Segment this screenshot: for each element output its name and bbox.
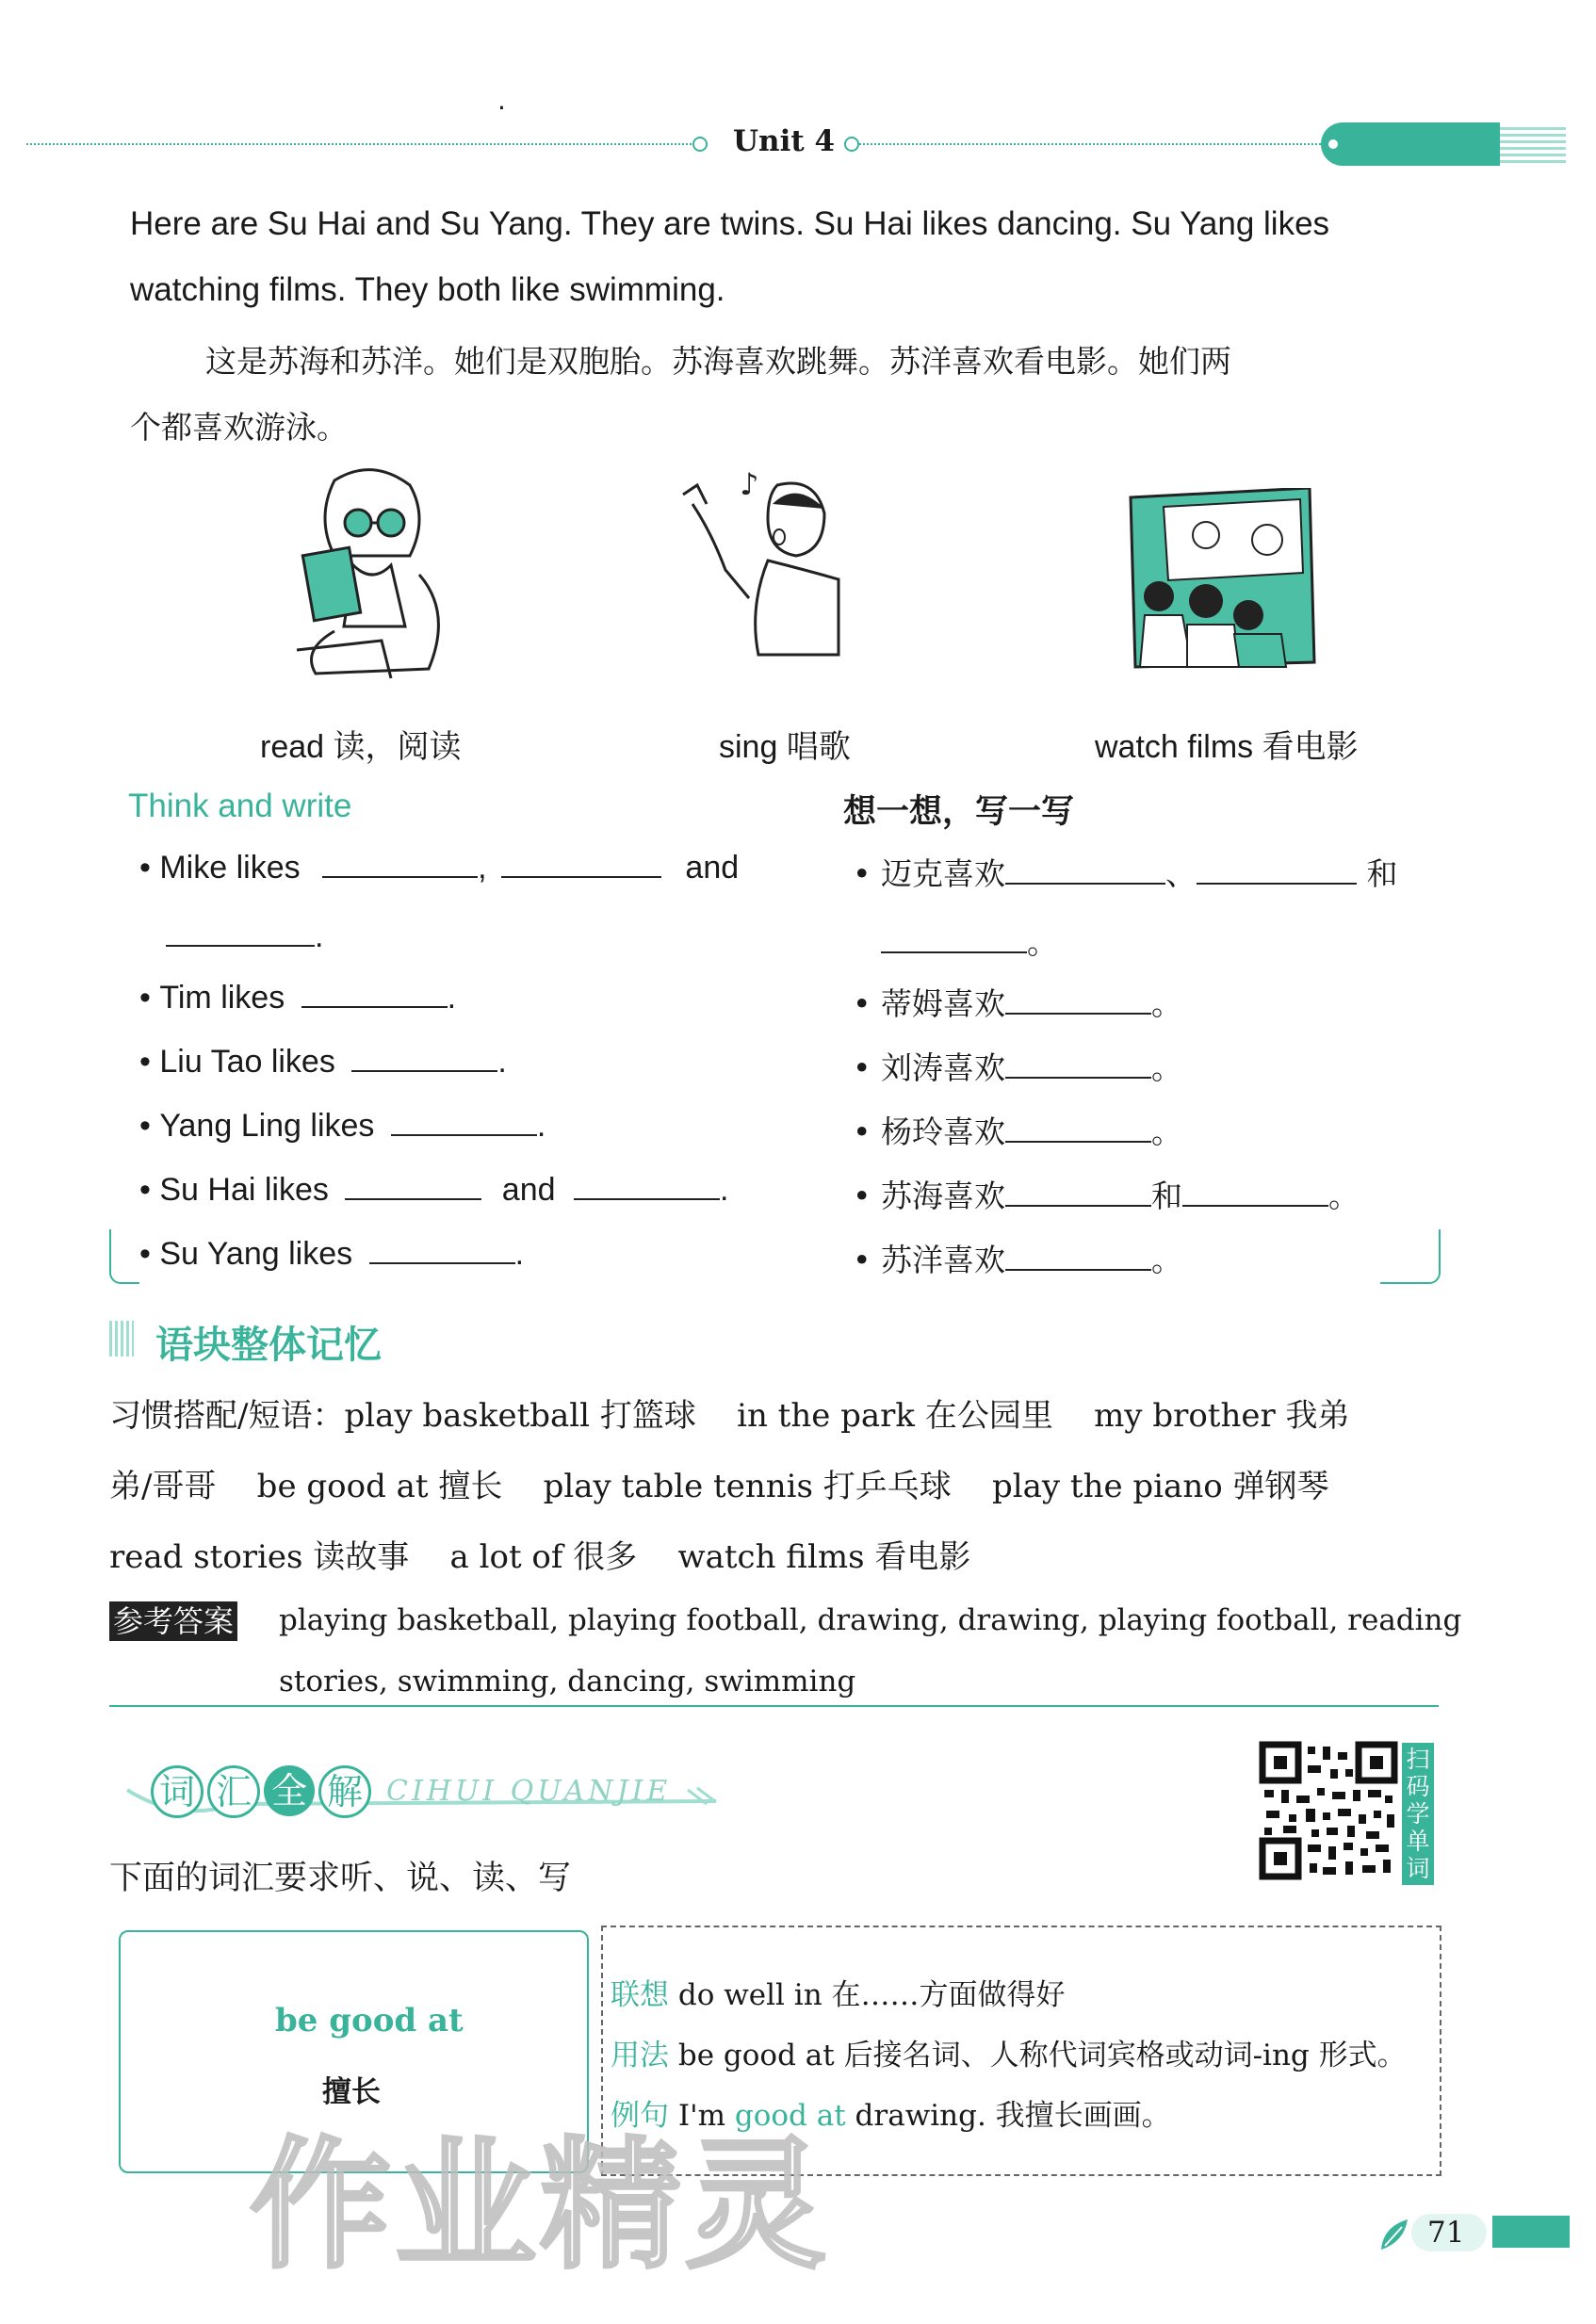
en-row-yangling: • Yang Ling likes . — [139, 1108, 546, 1144]
picture-label-read-text: read 读，阅读 — [260, 729, 462, 765]
passage-en-line2: watching films. They both like swimming. — [130, 271, 725, 308]
boy-singing-illustration — [674, 466, 862, 674]
blank-cn-mike-1[interactable] — [1005, 856, 1165, 885]
liju-highlight: good at — [734, 2099, 846, 2133]
vocab-title-char-2: 汇 — [207, 1765, 260, 1818]
cn-row-mike-cont: 。 — [881, 918, 1058, 963]
vocab-meaning: 擅长 — [322, 2075, 381, 2109]
header-rule-circle-left — [692, 137, 708, 152]
picture-label-sing-text: sing 唱歌 — [719, 729, 851, 765]
answers-line1: playing basketball, playing football, drawing, drawing, playing football, reading — [279, 1603, 1462, 1637]
vocab-lianxiang-row — [611, 1971, 1066, 2013]
liju-tag: 例句 — [611, 2099, 669, 2133]
en-mike-label: Mike likes — [159, 850, 301, 886]
answers-line2: stories, swimming, dancing, swimming — [279, 1665, 856, 1698]
blank-cn-mike-2[interactable] — [1197, 856, 1357, 885]
cn-row-tim: • 蒂姆喜欢 。 — [853, 985, 1182, 1022]
answers-divider — [109, 1705, 1439, 1707]
header-rule-circle-right — [844, 137, 859, 152]
cn-suhai-label: 苏海喜欢 — [880, 1178, 1005, 1214]
vocab-pinyin: CIHUI QUANJIE — [386, 1775, 672, 1808]
lianxiang-text: do well in 在……方面做得好 — [677, 1978, 1066, 2012]
en-row-mike: • Mike likes , and — [139, 850, 740, 886]
watermark: 作业精灵 — [250, 2124, 831, 2288]
svg-text:♪: ♪ — [740, 466, 759, 502]
blank-cn-liutao[interactable] — [1005, 1050, 1151, 1079]
liju-pre: I'm — [677, 2099, 735, 2133]
bracket-left — [109, 1229, 139, 1284]
blank-cn-suyang[interactable] — [1005, 1243, 1151, 1271]
unit-title: Unit 4 — [733, 124, 836, 158]
header-dot: . — [497, 85, 506, 116]
think-write-title-cn: 想一想，写一写 — [843, 793, 1075, 831]
vocab-instruction: 下面的词汇要求听、说、读、写 — [109, 1860, 572, 1897]
vocab-title-char-4: 解 — [318, 1765, 371, 1818]
chunks-line1: 习惯搭配/短语：play basketball 打篮球 in the park 在公园里 my brother 我弟 — [109, 1397, 1350, 1435]
en-row-suyang: • Su Yang likes . — [139, 1236, 525, 1272]
vocab-title-char-3: 全 — [264, 1765, 315, 1816]
passage-cn-line2: 个都喜欢游泳。 — [130, 409, 348, 446]
blank-en-tim[interactable] — [301, 980, 448, 1008]
blank-en-suhai-2[interactable] — [574, 1172, 720, 1200]
bracket-right — [1380, 1229, 1441, 1284]
cn-row-yangling: • 杨玲喜欢 。 — [853, 1113, 1182, 1150]
think-write-title-en: Think and write — [128, 788, 352, 824]
picture-label-watch-text: watch films 看电影 — [1095, 729, 1359, 765]
cn-suyang-label: 苏洋喜欢 — [880, 1242, 1005, 1278]
chunks-title: 语块整体记忆 — [155, 1324, 382, 1367]
picture-label-read — [260, 721, 462, 767]
picture-label-watch — [1095, 721, 1359, 767]
cn-yangling-label: 杨玲喜欢 — [880, 1113, 1005, 1150]
blank-cn-tim[interactable] — [1005, 986, 1151, 1015]
blank-en-suyang[interactable] — [369, 1236, 515, 1264]
en-suyang-label: Su Yang likes — [159, 1236, 353, 1272]
passage-cn-line1: 这是苏海和苏洋。她们是双胞胎。苏海喜欢跳舞。苏洋喜欢看电影。她们两 — [205, 343, 1231, 380]
picture-label-sing — [719, 721, 851, 767]
blank-cn-yangling[interactable] — [1005, 1114, 1151, 1143]
page-number: 71 — [1427, 2216, 1465, 2250]
en-yangling-label: Yang Ling likes — [159, 1108, 375, 1144]
cn-liutao-label: 刘涛喜欢 — [880, 1049, 1005, 1086]
en-liutao-label: Liu Tao likes — [159, 1044, 335, 1080]
vocab-title-char-1: 词 — [151, 1765, 204, 1818]
header-rule-right — [859, 143, 1321, 145]
blank-en-suhai-1[interactable] — [345, 1172, 481, 1200]
cn-row-mike: • 迈克喜欢 、 和 — [853, 855, 1398, 892]
footer-bar — [1492, 2216, 1570, 2248]
cn-mike-sep: 、 — [1164, 855, 1197, 892]
en-row-suhai: • Su Hai likes and . — [139, 1172, 729, 1208]
answers-tag: 参考答案 — [109, 1601, 237, 1641]
cn-row-suhai: • 苏海喜欢 和 。 — [853, 1178, 1360, 1214]
qr-label: 扫码学单词 — [1402, 1743, 1434, 1885]
header-tab-stripes — [1500, 127, 1566, 163]
cn-mike-and: 和 — [1366, 855, 1398, 892]
girl-reading-illustration — [278, 462, 466, 688]
blank-cn-mike-3[interactable] — [881, 925, 1027, 953]
blank-en-yangling[interactable] — [391, 1108, 537, 1136]
blank-en-mike-3[interactable] — [166, 918, 315, 947]
vocab-word: be good at — [275, 2002, 464, 2040]
cn-row-liutao: • 刘涛喜欢 。 — [853, 1049, 1182, 1086]
blank-cn-suhai-2[interactable] — [1182, 1178, 1328, 1207]
header-rule-left — [26, 143, 695, 145]
cn-suhai-and: 和 — [1150, 1178, 1182, 1214]
lianxiang-tag: 联想 — [611, 1978, 669, 2012]
blank-cn-suhai-1[interactable] — [1005, 1178, 1151, 1207]
chunks-title-icon — [109, 1321, 134, 1357]
chunks-line3: read stories 读故事 a lot of 很多 watch films 看电影 — [109, 1538, 971, 1576]
cinema-audience-illustration — [1126, 488, 1319, 669]
en-row-liutao: • Liu Tao likes . — [139, 1044, 507, 1080]
vocab-yongfa-row — [611, 2031, 1407, 2073]
liju-post: drawing. 我擅长画画。 — [845, 2099, 1171, 2133]
en-suhai-label: Su Hai likes — [159, 1172, 329, 1208]
yongfa-tag: 用法 — [611, 2039, 669, 2072]
blank-en-liutao[interactable] — [351, 1044, 497, 1072]
en-row-tim: • Tim likes . — [139, 980, 457, 1016]
blank-en-mike-1[interactable] — [322, 850, 478, 878]
qr-code[interactable] — [1259, 1741, 1398, 1880]
chunks-line2: 弟/哥哥 be good at 擅长 play table tennis 打乒乓球 play the piano 弹钢琴 — [109, 1468, 1329, 1505]
cn-mike-label: 迈克喜欢 — [880, 855, 1005, 892]
passage-en-line1: Here are Su Hai and Su Yang. They are twins. Su Hai likes dancing. Su Yang likes — [130, 205, 1330, 242]
vocab-title — [151, 1765, 371, 1818]
blank-en-mike-2[interactable] — [501, 850, 661, 878]
en-mike-and: and — [685, 850, 740, 886]
header-tab-dot — [1328, 139, 1338, 149]
en-tim-label: Tim likes — [159, 980, 285, 1016]
en-row-mike-cont: . — [166, 918, 323, 955]
cn-tim-label: 蒂姆喜欢 — [880, 985, 1005, 1022]
en-suhai-and: and — [501, 1172, 556, 1208]
cn-row-suyang: • 苏洋喜欢 。 — [853, 1242, 1182, 1278]
yongfa-text: be good at 后接名词、人称代词宾格或动词-ing 形式。 — [677, 2039, 1407, 2072]
header-tab — [1321, 122, 1500, 166]
